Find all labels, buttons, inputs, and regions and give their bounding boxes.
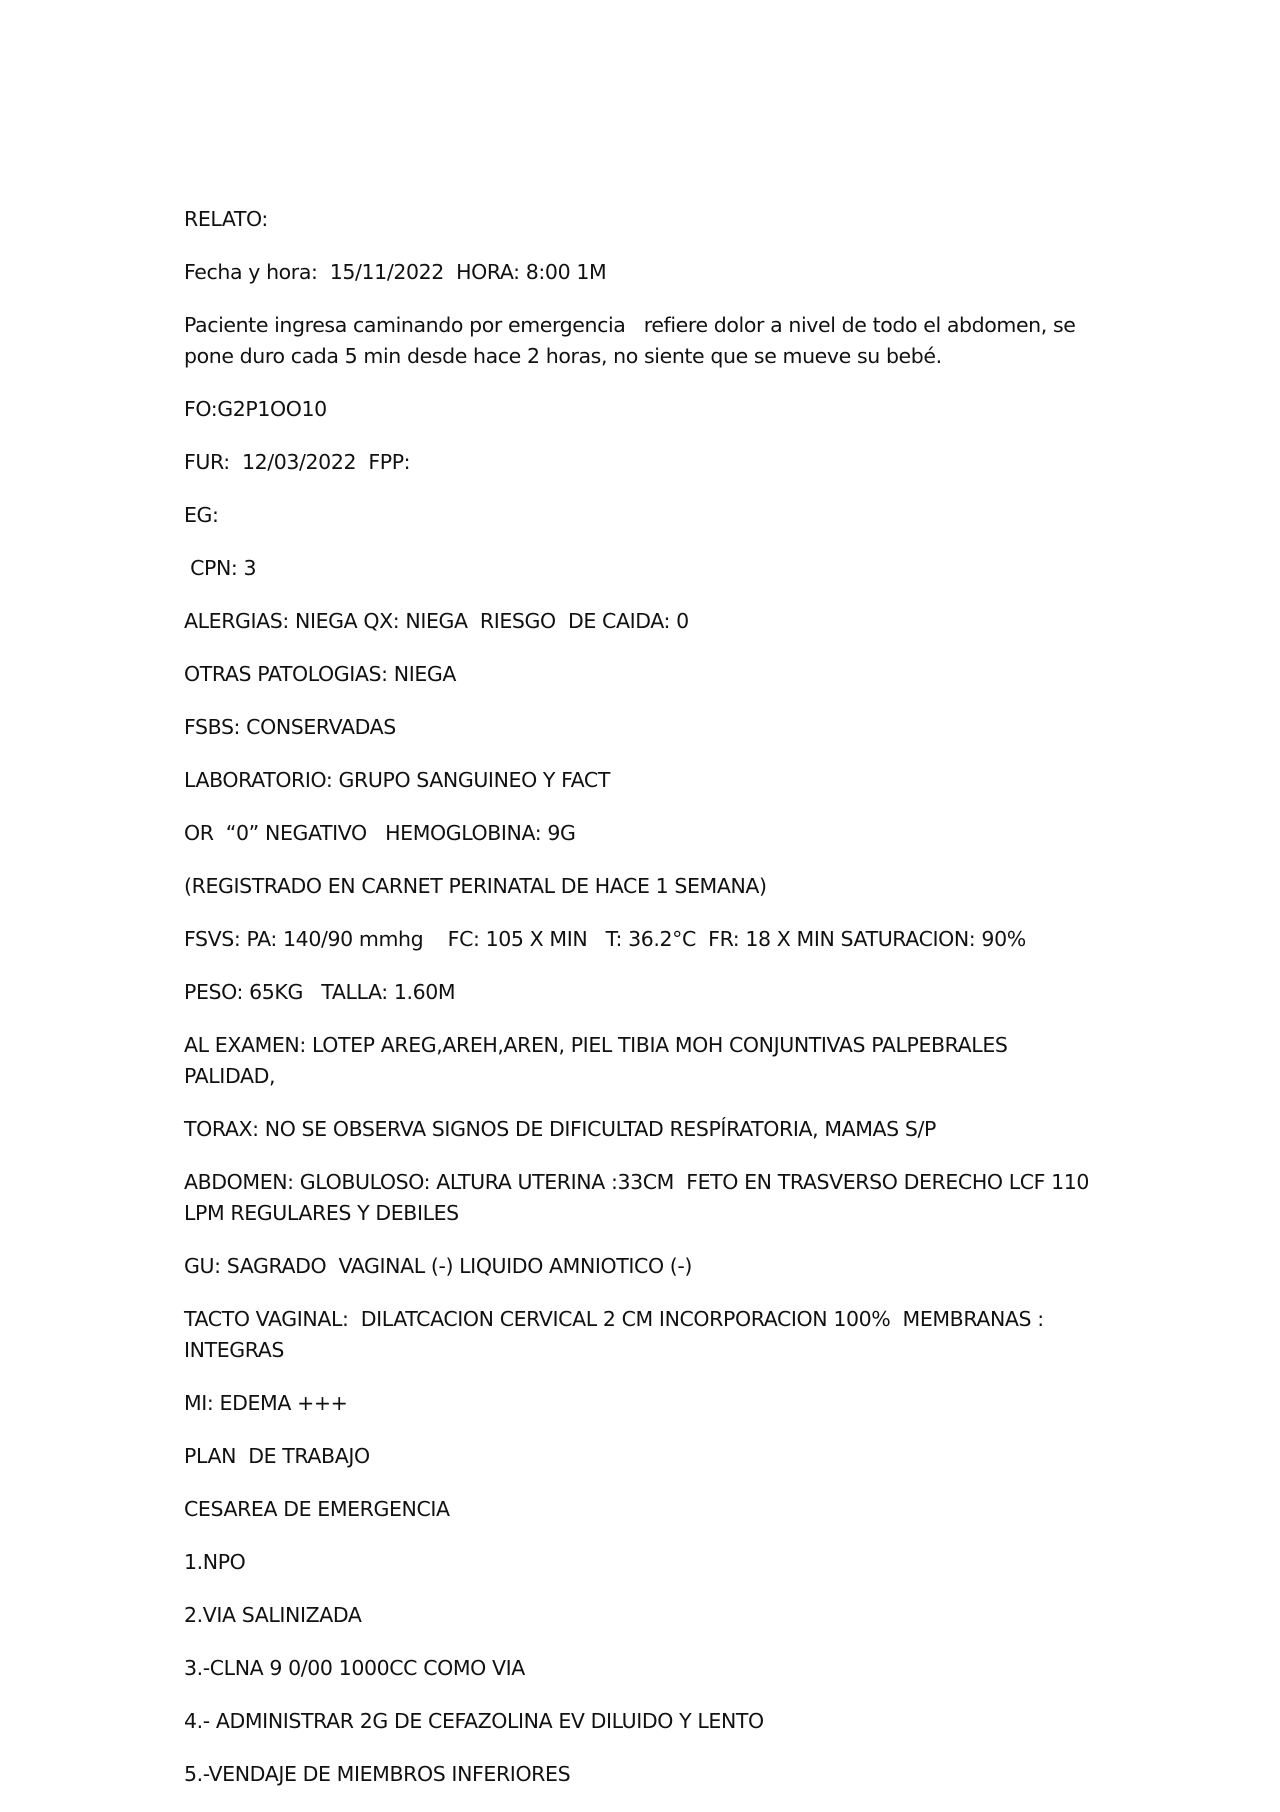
plan-item-1: 1.NPO	[184, 1550, 246, 1574]
laboratory-line: LABORATORIO: GRUPO SANGUINEO Y FACT	[184, 768, 610, 792]
emergency-cesarean-line: CESAREA DE EMERGENCIA	[184, 1497, 450, 1521]
plan-item-5: 5.-VENDAJE DE MIEMBROS INFERIORES	[184, 1762, 571, 1786]
vital-signs-line: FSVS: PA: 140/90 mmhg FC: 105 X MIN T: 36.2°C FR: 18 X MIN SATURACION: 90%	[184, 927, 1026, 951]
plan-item-2: 2.VIA SALINIZADA	[184, 1603, 362, 1627]
other-pathologies-line: OTRAS PATOLOGIAS: NIEGA	[184, 662, 457, 686]
biological-functions-line: FSBS: CONSERVADAS	[184, 715, 396, 739]
fur-fpp-line: FUR: 12/03/2022 FPP:	[184, 450, 411, 474]
thorax-exam-line: TORAX: NO SE OBSERVA SIGNOS DE DIFICULTAD RESPÍRATORIA, MAMAS S/P	[184, 1117, 936, 1141]
blood-group-hemoglobin-line: OR “0” NEGATIVO HEMOGLOBINA: 9G	[184, 821, 576, 845]
plan-item-4: 4.- ADMINISTRAR 2G DE CEFAZOLINA EV DILUIDO Y LENTO	[184, 1709, 764, 1733]
patient-narrative: Paciente ingresa caminando por emergencia refiere dolor a nivel de todo el abdomen, se pone duro cada 5 min desde hace 2 horas, no siente que se mueve su bebé.	[184, 313, 1082, 368]
plan-item-3: 3.-CLNA 9 0/00 1000CC COMO VIA	[184, 1656, 525, 1680]
section-heading-relato: RELATO:	[184, 207, 268, 231]
general-exam-line: AL EXAMEN: LOTEP AREG,AREH,AREN, PIEL TIBIA MOH CONJUNTIVAS PALPEBRALES PALIDAD,	[184, 1033, 1014, 1088]
genitourinary-exam-line: GU: SAGRADO VAGINAL (-) LIQUIDO AMNIOTICO (-)	[184, 1254, 693, 1278]
obstetric-formula-line: FO:G2P1OO10	[184, 397, 327, 421]
weight-height-line: PESO: 65KG TALLA: 1.60M	[184, 980, 456, 1004]
work-plan-heading: PLAN DE TRABAJO	[184, 1444, 370, 1468]
prenatal-controls-line: CPN: 3	[184, 556, 257, 580]
vaginal-exam-line: TACTO VAGINAL: DILATCACION CERVICAL 2 CM INCORPORACION 100% MEMBRANAS : INTEGRAS	[184, 1307, 1050, 1362]
perinatal-card-note: (REGISTRADO EN CARNET PERINATAL DE HACE 1 SEMANA)	[184, 874, 767, 898]
allergies-line: ALERGIAS: NIEGA QX: NIEGA RIESGO DE CAIDA: 0	[184, 609, 689, 633]
abdomen-exam-line: ABDOMEN: GLOBULOSO: ALTURA UTERINA :33CM FETO EN TRASVERSO DERECHO LCF 110 LPM REGULARES Y DEBILES	[184, 1170, 1096, 1225]
gestational-age-line: EG:	[184, 503, 219, 527]
date-time-line: Fecha y hora: 15/11/2022 HORA: 8:00 1M	[184, 260, 607, 284]
lower-limbs-line: MI: EDEMA +++	[184, 1391, 348, 1415]
document-body	[184, 204, 1104, 1812]
